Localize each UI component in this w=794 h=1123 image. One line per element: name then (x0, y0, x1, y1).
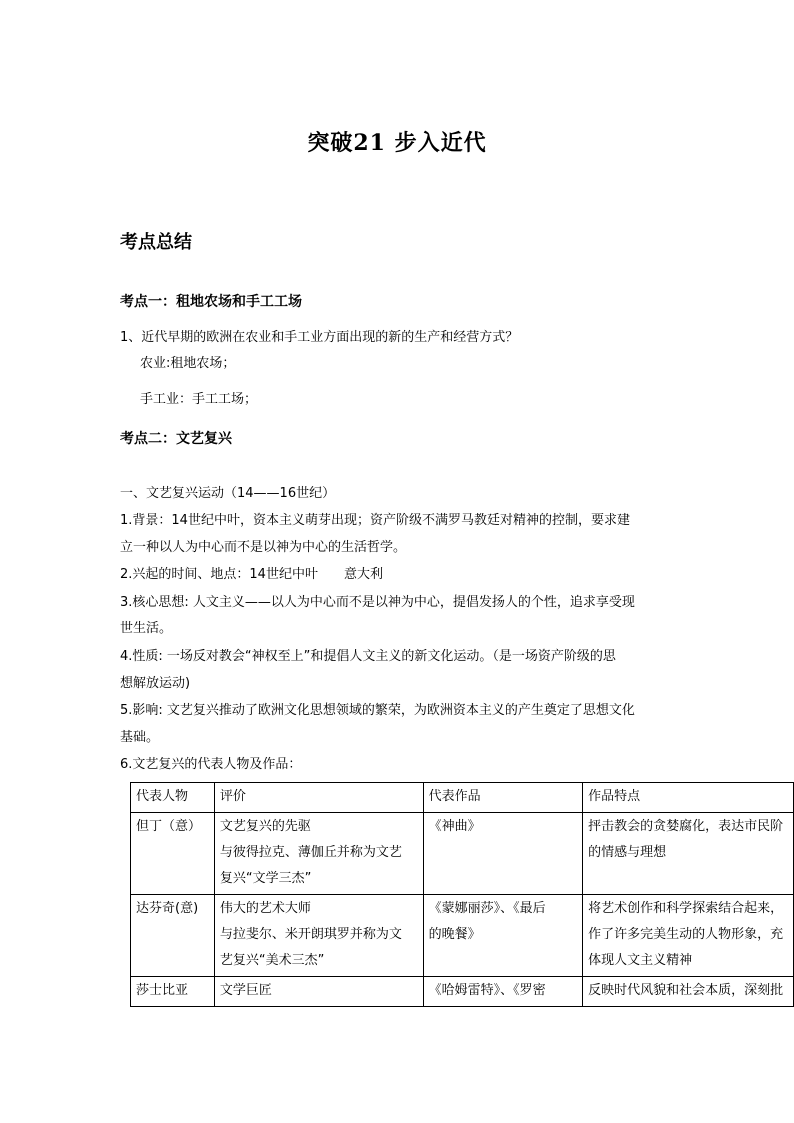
features-line: 反映时代风貌和社会本质，深刻批 (588, 983, 784, 998)
cell-works (423, 813, 582, 895)
eval-line: 艺复兴“美术三杰” (219, 953, 325, 968)
table-row (131, 977, 794, 1007)
eval-line: 复兴“文学三杰” (219, 871, 312, 886)
header-features: 作品特点 (583, 783, 794, 813)
cell-person: 达芬奇(意) (131, 895, 215, 977)
header-works: 代表作品 (423, 783, 582, 813)
impact-line-2: 基础。 (120, 730, 160, 745)
eval-line: 文学巨匠 (219, 983, 272, 998)
works-line: 《蒙娜丽莎》、《最后 (428, 901, 546, 916)
point1-heading: 考点一：租地农场和手工工场 (120, 294, 302, 310)
movement-line: 一、文艺复兴运动（14——16世纪） (120, 486, 336, 501)
features-line: 抨击教会的贪婪腐化，表达市民阶 (588, 819, 784, 834)
works-line: 《哈姆雷特》、《罗密 (428, 983, 546, 998)
eval-line: 文艺复兴的先驱 (219, 819, 311, 834)
eval-line: 伟大的艺术大师 (219, 901, 311, 916)
cell-person: 但丁（意） (131, 813, 215, 895)
time-place-line: 2.兴起的时间、地点：14世纪中叶 意大利 (120, 567, 383, 582)
impact-line-1: 5.影响: 文艺复兴推动了欧洲文化思想领域的繁荣，为欧洲资本主义的产生奠定了思想文化 (120, 703, 635, 718)
cell-features (583, 977, 794, 1007)
table-header-row (131, 783, 794, 813)
background-line-2: 立一种以人为中心而不是以神为中心的生活哲学。 (120, 540, 407, 555)
works-line: 《神曲》 (428, 819, 481, 834)
table-row (131, 895, 794, 977)
background-line-1: 1.背景：14世纪中叶，资本主义萌芽出现；资产阶级不满罗马教廷对精神的控制，要求建 (120, 513, 630, 528)
features-line: 体现人文主义精神 (588, 953, 693, 968)
features-line: 的情感与理想 (588, 845, 667, 860)
header-evaluation: 评价 (214, 783, 423, 813)
core-line-2: 世生活。 (120, 621, 173, 636)
nature-line-1: 4.性质: 一场反对教会“神权至上”和提倡人文主义的新文化运动。（是一场资产阶级的思 (120, 649, 616, 664)
header-person: 代表人物 (131, 783, 215, 813)
cell-works (423, 977, 582, 1007)
cell-features (583, 895, 794, 977)
eval-line: 与彼得拉克、薄伽丘并称为文艺 (219, 845, 402, 860)
point1-question: 1、近代早期的欧洲在农业和手工业方面出现的新的生产和经营方式？ (120, 330, 519, 345)
cell-features (583, 813, 794, 895)
nature-line-2: 想解放运动) (120, 676, 191, 691)
works-line: 的晚餐》 (428, 927, 481, 942)
reps-title: 6.文艺复兴的代表人物及作品： (120, 757, 302, 772)
cell-person: 莎士比亚 (131, 977, 215, 1007)
features-line: 将艺术创作和科学探索结合起来， (588, 901, 784, 916)
features-line: 作了许多完美生动的人物形象，充 (588, 927, 784, 942)
cell-works (423, 895, 582, 977)
cell-evaluation (214, 895, 423, 977)
page-title: 突破21 步入近代 (307, 130, 487, 156)
point1-agriculture: 农业:租地农场； (140, 356, 236, 371)
representatives-table (130, 782, 794, 1007)
cell-evaluation (214, 813, 423, 895)
eval-line: 与拉斐尔、米开朗琪罗并称为文 (219, 927, 402, 942)
summary-heading: 考点总结 (120, 232, 192, 253)
point1-handicraft: 手工业：手工工场； (140, 392, 258, 407)
point2-heading: 考点二：文艺复兴 (120, 431, 232, 447)
core-line-1: 3.核心思想: 人文主义——以人为中心而不是以神为中心，提倡发扬人的个性，追求享受现 (120, 595, 635, 610)
cell-evaluation (214, 977, 423, 1007)
table-row (131, 813, 794, 895)
